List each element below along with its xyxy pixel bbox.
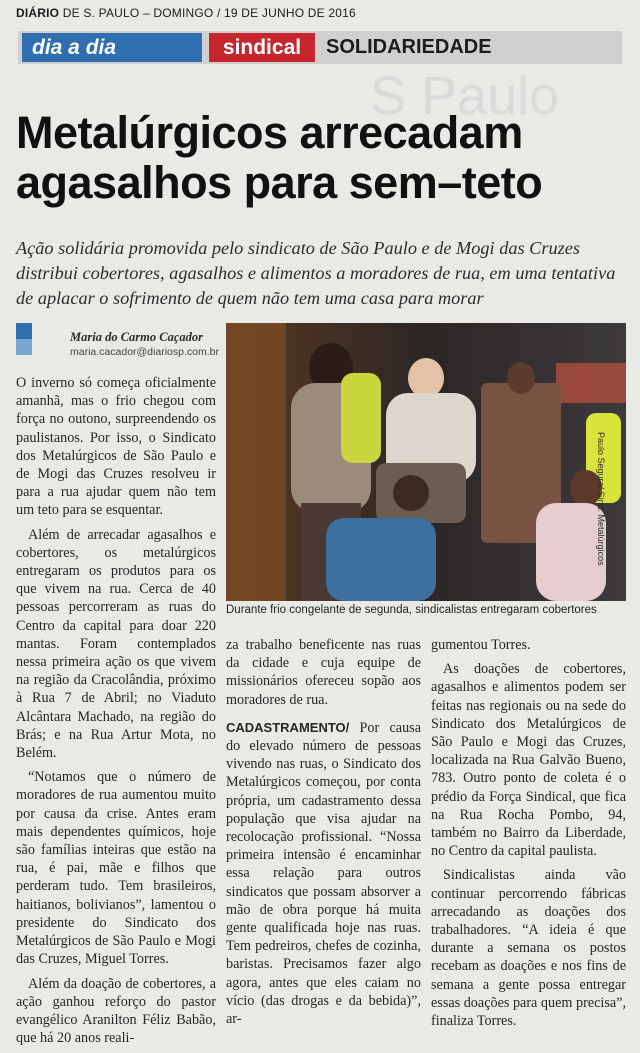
photo-illustration — [226, 323, 626, 601]
masthead — [16, 6, 356, 20]
paragraph-text: Por causa do elevado número de pessoas vivendo nas ruas, o Sindicato dos Metalúrgicos começou, por conta própria, um cadastramento dessa população que visa ajudar na recolocação profissional. “Nossa primeira intensão é encaminhar essa relação para outros sindicatos que possam absorver a mão de obra porque há muita gente qualificada hoje nas ruas. Tem pedreiros, chefes de cozinha, baristas. Precisamos fazer algo agora, antes que eles caiam no vício (das drogas e da bebida)”, ar- — [226, 719, 422, 1028]
paragraph: za trabalho beneficente nas ruas da cidade e cuja equipe de missionários ofereceu sopão aos moradores de rua. — [226, 637, 421, 708]
paragraph — [226, 719, 421, 1028]
article-column-1 — [16, 374, 216, 1053]
byline-mark — [16, 323, 32, 339]
paragraph: Além de arrecadar agasalhos e cobertores, os metalúrgicos entregaram os produtos para os que vivem na rua. Cerca de 40 pessoas percorreram as ruas do Centro da capital para doar 220 mantas. Foram contemplados nessa primeira ação os que vivem na região da Cracolândia, próximo à Rua 7 de Abril; no Viaduto Alcântara Machado, na região do Brás; e na Rua Artur Mota, no Belém. — [16, 526, 216, 762]
paragraph: “Notamos que o número de moradores de rua aumentou muito por causa da crise. Antes eram mais dependentes químicos, hoje são famílias inteiras que estão na rua, é pai, mãe e filhos que perderam tudo. Tem brasileiros, haitianos, bolivianos”, lamentou o presidente do Sindicato dos Metalúrgicos de São Paulo e Mogi das Cruzes, Miguel Torres. — [16, 769, 216, 968]
byline-name: Maria do Carmo Caçador — [70, 330, 204, 344]
article-column-3 — [431, 636, 626, 1036]
byline-mark-light — [16, 339, 32, 355]
section-tag-dia-a-dia: dia a dia — [22, 33, 202, 62]
byline-email: maria.cacador@diariosp.com.br — [70, 346, 219, 358]
paragraph: As doações de cobertores, agasalhos e alimentos podem ser feitas nas regionais ou na sede do Sindicato dos Metalúrgicos de São Paulo e Mogi das Cruzes, localizada na Rua Galvão Bueno, 783. Outro ponto de coleta é o prédio da Força Sindical, que fica na Rua Rocha Pombo, 94, também no Bairro da Liberdade, no Centro da capital paulista. — [431, 661, 626, 860]
photo-credit: Paulo Segura/ Sind. Metalúrgicos — [596, 432, 606, 566]
section-topic: SOLIDARIEDADE — [326, 36, 492, 58]
photo-caption: Durante frio congelante de segunda, sindicalistas entregaram cobertores — [226, 604, 597, 616]
paragraph: Sindicalistas ainda vão continuar percorrendo fábricas arrecadando as doações dos trabalhadores. “A ideia é que durante a semana os postos recebam as doações e nos fins de semana a gente possa entregar essas doações para quem precisa”, finaliza Torres. — [431, 867, 626, 1030]
background-watermark: S Paulo — [370, 66, 560, 126]
news-photo — [226, 323, 626, 601]
paragraph: Além da doação de cobertores, a ação ganhou reforço do pastor evangélico Aranilton Féliz Babão, que há 20 anos reali- — [16, 975, 216, 1047]
section-tag-sindical: sindical — [209, 33, 315, 62]
headline: Metalúrgicos arrecadam agasalhos para sem–teto — [16, 107, 543, 208]
dek: Ação solidária promovida pelo sindicato de São Paulo e de Mogi das Cruzes distribui cobertores, agasalhos e alimentos a moradores de rua, em uma tentativa de aplacar o sofrimento de quem não tem uma casa para morar — [16, 238, 616, 308]
paragraph: gumentou Torres. — [431, 637, 531, 653]
masthead-paper: DIÁRIO — [16, 6, 60, 20]
masthead-date: DE S. PAULO – DOMINGO / 19 DE JUNHO DE 2016 — [62, 6, 356, 20]
subhead: CADASTRAMENTO/ — [226, 719, 350, 735]
article-column-2 — [226, 636, 421, 1034]
paragraph: O inverno só começa oficialmente amanhã, mas o frio chegou com força no outono, surpreendendo os paulistanos. Por isso, o Sindicato dos Metalúrgicos de São Paulo e de Mogi das Cruzes resolveu ir para a rua ajudar quem não tem um teto para se esquentar. — [16, 375, 216, 519]
